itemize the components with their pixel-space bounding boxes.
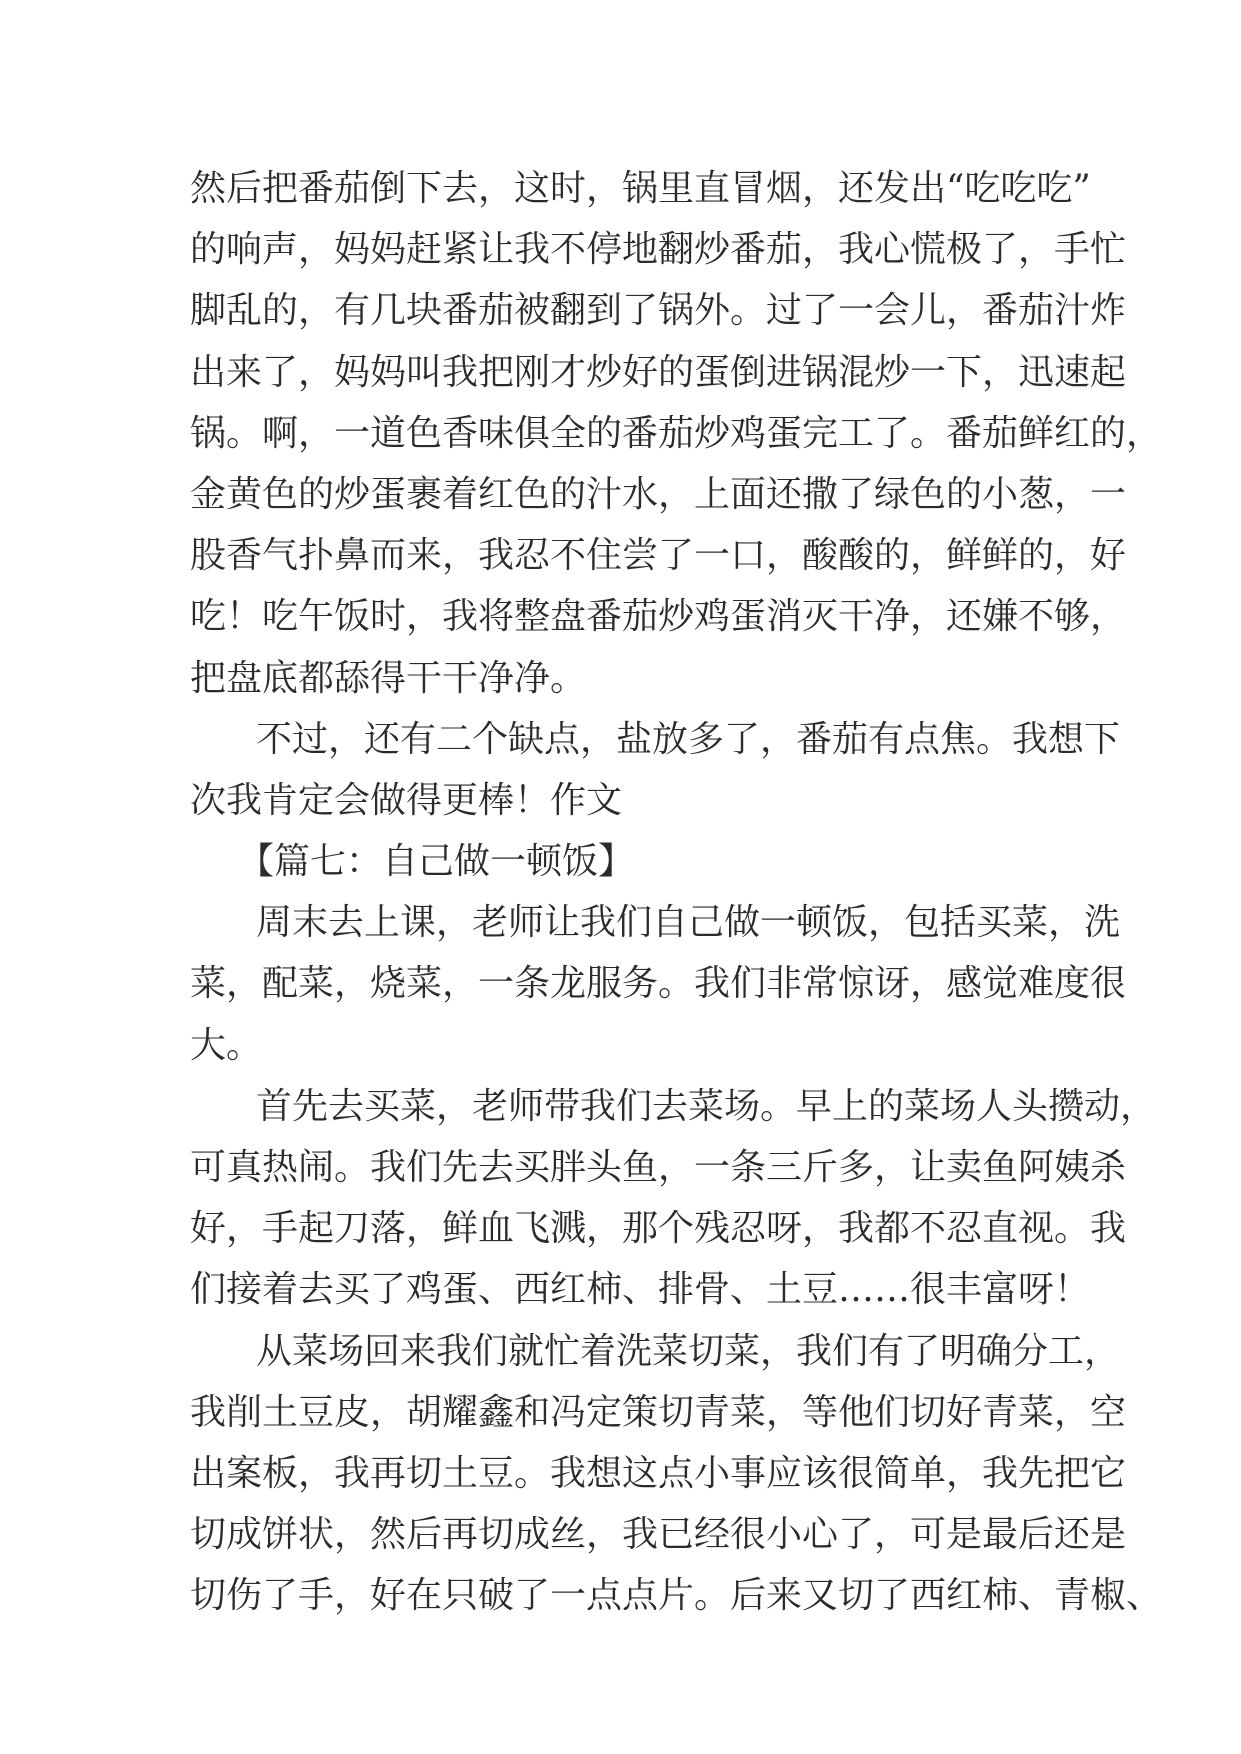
- text-line: 首先去买菜，老师带我们去菜场。早上的菜场人头攒动，: [256, 1085, 1157, 1127]
- text-line: 出来了，妈妈叫我把刚才炒好的蛋倒进锅混炒一下，迅速起: [190, 351, 1127, 393]
- text-line: 股香气扑鼻而来，我忍不住尝了一口，酸酸的，鲜鲜的，好: [190, 535, 1127, 577]
- paragraph: [190, 1076, 1157, 1321]
- text-line: 脚乱的，有几块番茄被翻到了锅外。过了一会儿，番茄汁炸: [190, 290, 1127, 332]
- text-line: 的响声，妈妈赶紧让我不停地翻炒番茄，我心慌极了，手忙: [190, 229, 1127, 271]
- text-line: 们接着去买了鸡蛋、西红柿、排骨、土豆……很丰富呀！: [190, 1269, 1091, 1311]
- text-line: 次我肯定会做得更棒！作文: [190, 779, 623, 821]
- text-line: 吃！吃午饭时，我将整盘番茄炒鸡蛋消灭干净，还嫌不够，: [190, 596, 1127, 638]
- text-line: 好，手起刀落，鲜血飞溅，那个残忍呀，我都不忍直视。我: [190, 1208, 1127, 1250]
- text-line: 出案板，我再切土豆。我想这点小事应该很简单，我先把它: [190, 1452, 1127, 1494]
- section-heading: [190, 831, 1070, 892]
- paragraph: [190, 892, 1127, 1076]
- text-line: 周末去上课，老师让我们自己做一顿饭，包括买菜，洗: [256, 902, 1121, 944]
- paragraph: [190, 158, 1163, 709]
- text-line: 可真热闹。我们先去买胖头鱼，一条三斤多，让卖鱼阿姨杀: [190, 1147, 1127, 1188]
- text-line: 切伤了手，好在只破了一点点片。后来又切了西红柿、青椒、: [190, 1575, 1163, 1617]
- text-line: 然后把番茄倒下去，这时，锅里直冒烟，还发出“吃吃吃”: [190, 168, 1091, 209]
- text-line: 切成饼状，然后再切成丝，我已经很小心了，可是最后还是: [190, 1514, 1127, 1556]
- section-heading-text: 【篇七：自己做一顿饭】: [238, 841, 635, 883]
- paragraph: [190, 1321, 1163, 1627]
- text-line: 锅。啊，一道色香味俱全的番茄炒鸡蛋完工了。番茄鲜红的，: [190, 412, 1163, 454]
- text-line: 不过，还有二个缺点，盐放多了，番茄有点焦。我想下: [256, 718, 1121, 760]
- text-line: 金黄色的炒蛋裹着红色的汁水，上面还撒了绿色的小葱，一: [190, 473, 1127, 515]
- document-body: [190, 158, 1163, 1627]
- text-line: 我削土豆皮，胡耀鑫和冯定策切青菜，等他们切好青菜，空: [190, 1391, 1127, 1433]
- text-line: 把盘底都舔得干干净净。: [190, 657, 587, 699]
- paragraph: [190, 709, 1121, 831]
- text-line: 大。: [190, 1024, 263, 1066]
- text-line: 菜，配菜，烧菜，一条龙服务。我们非常惊讶，感觉难度很: [190, 963, 1127, 1005]
- text-line: 从菜场回来我们就忙着洗菜切菜，我们有了明确分工，: [256, 1330, 1121, 1372]
